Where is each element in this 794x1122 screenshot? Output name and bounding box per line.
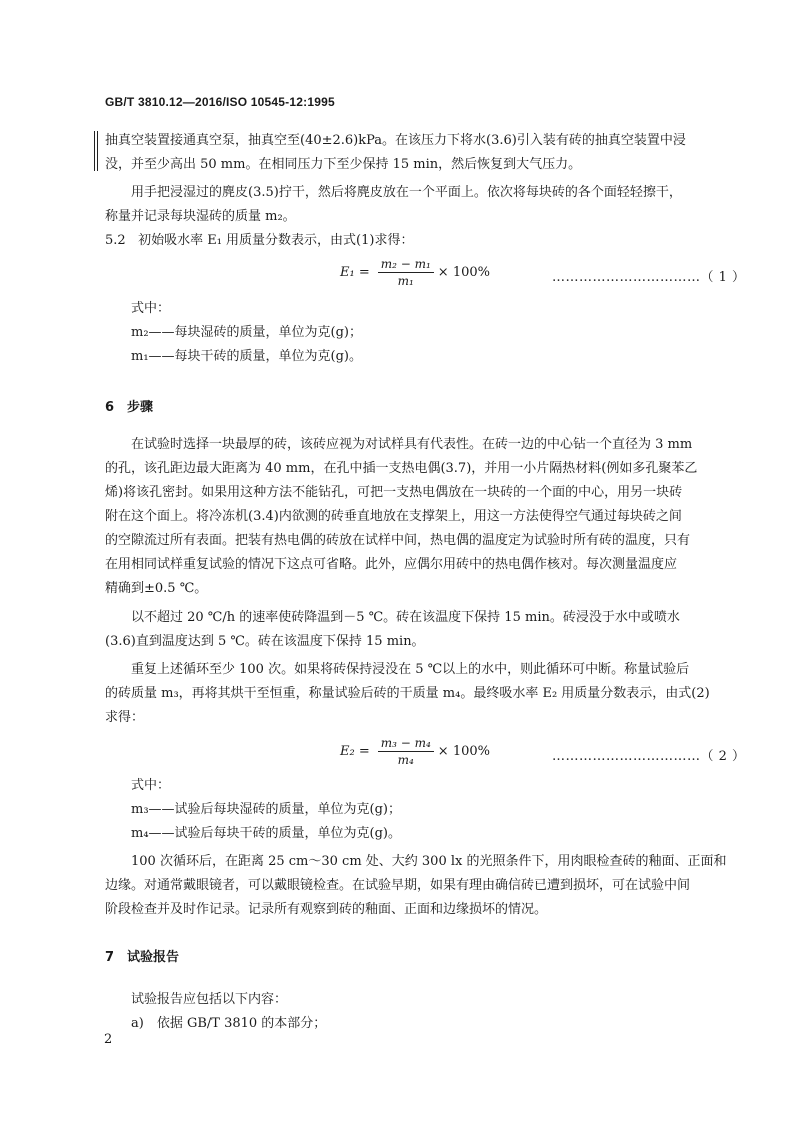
paragraph-line: 抽真空装置接通真空泵，抽真空至(40±2.6)kPa。在该压力下将水(3.6)引入装有砖的抽真空装置中浸 <box>105 133 686 148</box>
paragraph-line: 重复上述循环至少 100 次。如果将砖保持浸没在 5 ℃以上的水中，则此循环可中断。称量试验后 <box>131 662 690 677</box>
variable-definition: m₄——试验后每块干砖的质量，单位为克(g)。 <box>131 826 402 841</box>
page-number: 2 <box>104 1032 113 1047</box>
formula-tail: × 100% <box>437 744 490 759</box>
paragraph-line: 边缘。对通常戴眼镜者，可以戴眼镜检查。在试验早期，如果有理由确信砖已遭到损坏，可在试验中间 <box>105 878 691 893</box>
paragraph-line: 在用相同试样重复试验的情况下这点可省略。此外，应偶尔用砖中的热电偶作核对。每次测量温度应 <box>105 557 678 572</box>
variable-definition: m₂——每块湿砖的质量，单位为克(g)； <box>131 325 363 340</box>
clause-number: 5.2 <box>105 233 126 248</box>
formula-numerator: m₂ − m₁ <box>378 257 434 273</box>
formula-tail: × 100% <box>437 265 490 280</box>
formula-2 <box>340 736 490 767</box>
where-label: 式中： <box>131 778 171 793</box>
formula-lhs: E₂ = <box>340 744 370 759</box>
paragraph-line: 的砖质量 m₃，再将其烘干至恒重，称量试验后砖的干质量 m₄。最终吸水率 E₂ 用质量分数表示，由式(2) <box>105 686 710 701</box>
list-item: a) 依据 GB/T 3810 的本部分； <box>131 1016 327 1031</box>
paragraph-line: 烯)将该孔密封。如果用这种方法不能钻孔，可把一支热电偶放在一块砖的一个面的中心，用另一块砖 <box>105 485 683 500</box>
paragraph-line: 的空隙流过所有表面。把装有热电偶的砖放在试样中间，热电偶的温度定为试验时所有砖的温度，只有 <box>105 533 691 548</box>
variable-definition: m₃——试验后每块湿砖的质量，单位为克(g)； <box>131 802 402 817</box>
formula-lhs: E₁ = <box>340 265 370 280</box>
clause-5-2 <box>105 229 413 253</box>
standard-header: GB/T 3810.12—2016/ISO 10545-12:1995 <box>105 95 335 109</box>
equation-number: ……………………………（ 2 ） <box>552 749 746 764</box>
section-number: 6 <box>105 400 115 415</box>
paragraph-line: 附在这个面上。将冷冻机(3.4)内欲测的砖垂直地放在支撑架上，用这一方法使得空气通过每块砖之间 <box>105 509 682 524</box>
section-6-heading <box>105 396 153 415</box>
formula-1 <box>340 257 490 288</box>
section-number: 7 <box>105 950 115 965</box>
paragraph-line: 用手把浸湿过的麂皮(3.5)拧干，然后将麂皮放在一个平面上。依次将每块砖的各个面轻轻擦干， <box>131 185 682 200</box>
clause-text: 初始吸水率 E₁ 用质量分数表示，由式(1)求得： <box>138 233 414 248</box>
paragraph-line: (3.6)直到温度达到 5 ℃。砖在该温度下保持 15 min。 <box>105 634 425 649</box>
variable-definition: m₁——每块干砖的质量，单位为克(g)。 <box>131 349 363 364</box>
paragraph-line: 100 次循环后，在距离 25 cm～30 cm 处、大约 300 lx 的光照条件下，用肉眼检查砖的釉面、正面和 <box>131 854 727 869</box>
formula-fraction <box>378 736 434 767</box>
formula-denominator: m₁ <box>397 274 414 288</box>
paragraph-line: 在试验时选择一块最厚的砖，该砖应视为对试样具有代表性。在砖一边的中心钻一个直径为 3 mm <box>131 437 693 452</box>
paragraph-line: 称量并记录每块湿砖的质量 m₂。 <box>105 209 296 224</box>
formula-denominator: m₄ <box>397 753 414 767</box>
formula-fraction <box>378 257 434 288</box>
paragraph-line: 试验报告应包括以下内容： <box>131 992 288 1007</box>
revision-bar <box>94 131 98 171</box>
paragraph-line: 精确到±0.5 ℃。 <box>105 581 208 596</box>
where-label: 式中： <box>131 301 171 316</box>
paragraph-line: 的孔，该孔距边最大距离为 40 mm，在孔中插一支热电偶(3.7)，并用一小片隔热材料(例如多孔聚苯乙 <box>105 461 698 476</box>
formula-numerator: m₃ − m₄ <box>378 736 434 752</box>
section-title: 试验报告 <box>127 950 180 965</box>
section-title: 步骤 <box>127 400 154 415</box>
paragraph-line: 求得： <box>105 710 145 725</box>
paragraph-line: 没，并至少高出 50 mm。在相同压力下至少保持 15 min，然后恢复到大气压力。 <box>105 157 582 172</box>
paragraph-line: 阶段检查并及时作记录。记录所有观察到砖的釉面、正面和边缘损坏的情况。 <box>105 902 548 917</box>
section-7-heading <box>105 946 179 965</box>
equation-number: ……………………………（ 1 ） <box>552 270 746 285</box>
paragraph-line: 以不超过 20 ℃/h 的速率使砖降温到－5 ℃。砖在该温度下保持 15 min。砖浸没于水中或喷水 <box>131 610 680 625</box>
